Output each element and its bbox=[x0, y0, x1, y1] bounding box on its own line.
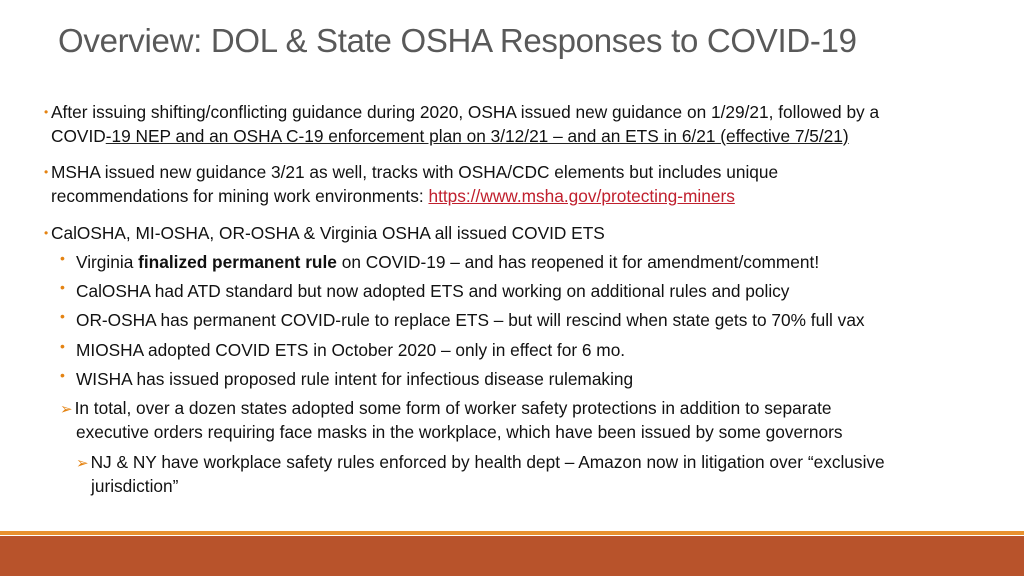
p2-line2-text: recommendations for mining work environments: bbox=[51, 186, 429, 206]
arrow-bullet-icon: ➢ bbox=[60, 401, 73, 418]
p1-line1: After issuing shifting/conflicting guidance during 2020, OSHA issued new guidance on 1/29/21, followed by a bbox=[51, 102, 880, 122]
sub-virginia bbox=[76, 250, 819, 274]
arrow-bullet-icon: ➢ bbox=[76, 455, 89, 472]
virginia-text: Virginia bbox=[76, 252, 139, 272]
sub-orosha: OR-OSHA has permanent COVID-rule to replace ETS – but will rescind when state gets to 70% full vax bbox=[76, 310, 865, 330]
slide-title: Overview: DOL & State OSHA Responses to COVID-19 bbox=[58, 22, 857, 59]
bullet-icon: • bbox=[44, 105, 49, 119]
bullet-icon: • bbox=[60, 308, 65, 324]
footer-accent-line bbox=[0, 531, 1024, 535]
total-line2: executive orders requiring face masks in the workplace, which have been issued by some governors bbox=[76, 422, 843, 442]
p1-line2-start: COVID bbox=[51, 126, 106, 146]
footer-bar bbox=[0, 536, 1024, 576]
sub-wisha: WISHA has issued proposed rule intent for infectious disease rulemaking bbox=[76, 369, 634, 389]
bullet-icon: • bbox=[44, 165, 49, 179]
sub-calosha: CalOSHA had ATD standard but now adopted ETS and working on additional rules and policy bbox=[76, 281, 790, 301]
p1-line2-underlined: -19 NEP and an OSHA C-19 enforcement plan on 3/12/21 – and an ETS in 6/21 (effective 7/5/21) bbox=[105, 126, 849, 146]
nj-line1-text: NJ & NY have workplace safety rules enforced by health dept – Amazon now in litigation over “exclusive bbox=[90, 452, 885, 472]
sub-miosha: MIOSHA adopted COVID ETS in October 2020 – only in effect for 6 mo. bbox=[76, 340, 626, 360]
total-line1 bbox=[60, 396, 832, 422]
total-line1-text: In total, over a dozen states adopted some form of worker safety protections in addition to separate bbox=[74, 398, 832, 418]
nj-line2: jurisdiction” bbox=[91, 476, 179, 496]
bullet-icon: • bbox=[44, 226, 49, 240]
p1-line2 bbox=[51, 124, 849, 148]
msha-link[interactable]: https://www.msha.gov/protecting-miners bbox=[428, 186, 735, 206]
bullet-icon: • bbox=[60, 279, 65, 295]
bullet-icon: • bbox=[60, 338, 65, 354]
virginia-rest: on COVID-19 – and has reopened it for amendment/comment! bbox=[336, 252, 820, 272]
bullet-icon: • bbox=[60, 367, 65, 383]
nj-line1 bbox=[76, 450, 885, 476]
p2-line1: MSHA issued new guidance 3/21 as well, tracks with OSHA/CDC elements but includes unique bbox=[51, 162, 779, 182]
p2-line2 bbox=[51, 184, 735, 208]
bullet-icon: • bbox=[60, 250, 65, 266]
p3-line1: CalOSHA, MI-OSHA, OR-OSHA & Virginia OSHA all issued COVID ETS bbox=[51, 223, 605, 243]
virginia-bold: finalized permanent rule bbox=[138, 252, 337, 272]
